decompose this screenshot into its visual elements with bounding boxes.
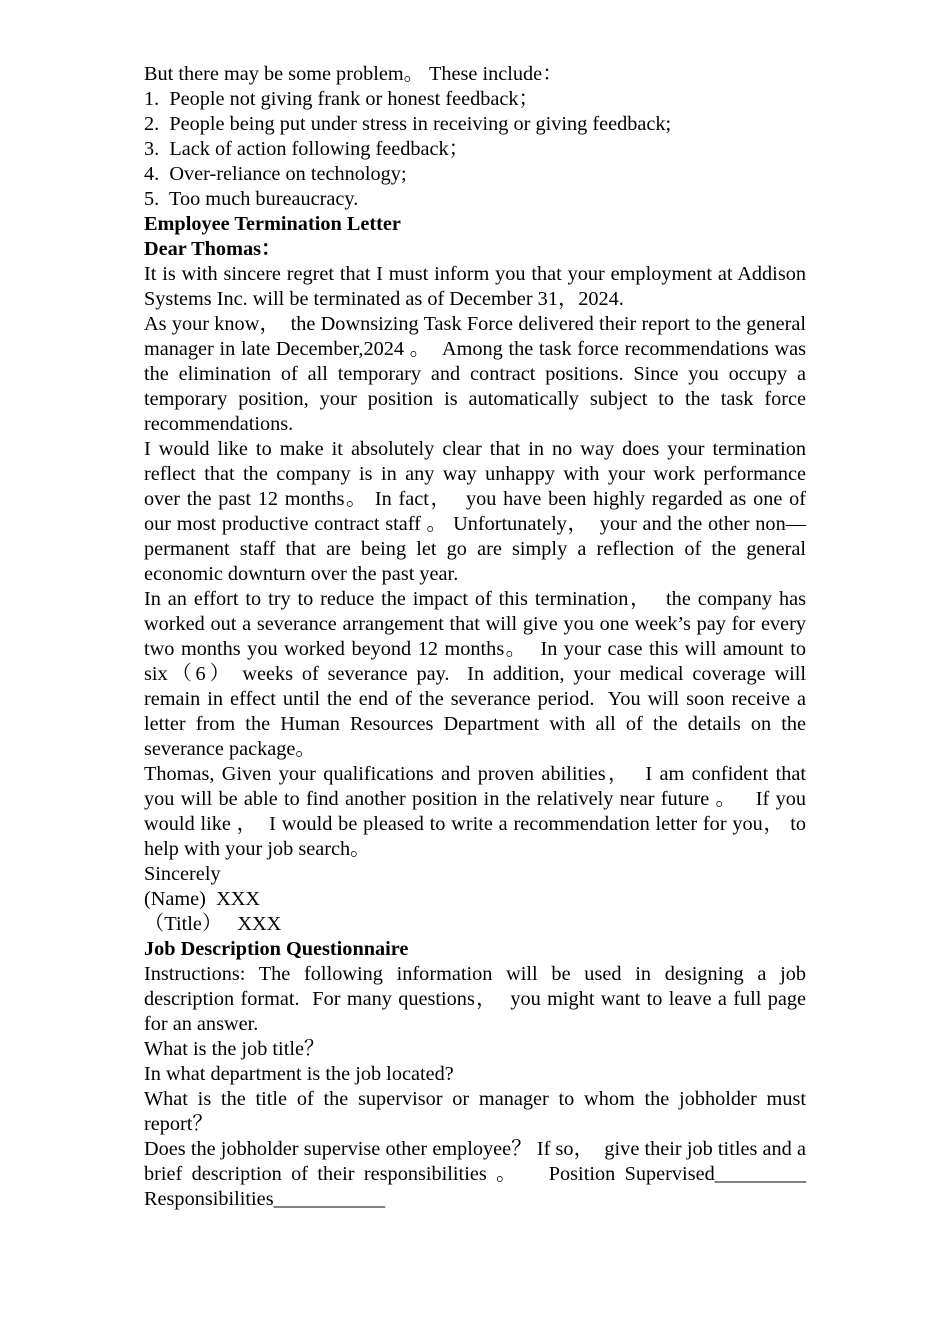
letter-paragraph-4: In an effort to try to reduce the impact of this termination， the company has worked out a severance arrangement that will give you one week’s pay for every two months you worked beyond 12 months。 In your case this will amount to six（6） weeks of severance pay. In addition, your medical coverage will remain in effect until the end of the severance period. You will soon receive a letter from the Human Resources Department with all of the details on the severance package。: [144, 588, 812, 760]
problem-item-4: 4. Over-reliance on technology;: [144, 163, 407, 185]
questionnaire-title: Job Description Questionnaire: [144, 938, 409, 960]
question-1: What is the job title？: [144, 1038, 325, 1060]
letter-paragraph-2: As your know， the Downsizing Task Force delivered their report to the general manager in late December,2024 。 Among the task force recommendations was the elimination of all temporary and contract positions. Since you occupy a temporary position, your position is automatically subject to the task force recommendations.: [144, 313, 812, 435]
letter-title: Employee Termination Letter: [144, 213, 401, 235]
letter-salutation: Dear Thomas：: [144, 238, 282, 260]
letter-paragraph-3: I would like to make it absolutely clear that in no way does your termination reflect that the company is in any way unhappy with your work performance over the past 12 months。 In fact， you have been highly regarded as one of our most productive contract staff 。 Unfortunately， your and the other non—permanent staff that are being let go are simply a reflection of the general economic downturn over the past year.: [144, 438, 812, 585]
problem-item-2: 2. People being put under stress in receiving or giving feedback;: [144, 113, 672, 135]
letter-paragraph-5: Thomas, Given your qualifications and proven abilities， I am confident that you will be able to find another position in the relatively near future 。 If you would like ， I would be pleased to write a recommendation letter for you， to help with your job search。: [144, 763, 812, 860]
question-2: In what department is the job located?: [144, 1063, 454, 1085]
letter-title-line: （Title） XXX: [144, 913, 282, 935]
question-4: Does the jobholder supervise other employee？ If so， give their job titles and a brief description of their responsibilities 。 Position Supervised_________ Responsibilities___________: [144, 1138, 817, 1210]
question-3: What is the title of the supervisor or manager to whom the jobholder must report？: [144, 1088, 812, 1135]
intro-lead: But there may be some problem。 These include：: [144, 63, 563, 85]
problem-item-3: 3. Lack of action following feedback；: [144, 138, 469, 160]
document-page: [144, 62, 817, 1212]
problem-item-1: 1. People not giving frank or honest feedback；: [144, 88, 539, 110]
questionnaire-instructions: Instructions: The following information will be used in designing a job description format. For many questions， you might want to leave a full page for an answer.: [144, 963, 812, 1035]
letter-closing: Sincerely: [144, 863, 221, 885]
letter-paragraph-1: It is with sincere regret that I must inform you that your employment at Addison Systems Inc. will be terminated as of December 31，2024.: [144, 263, 812, 310]
problem-item-5: 5. Too much bureaucracy.: [144, 188, 359, 210]
letter-name-line: (Name) XXX: [144, 888, 261, 910]
